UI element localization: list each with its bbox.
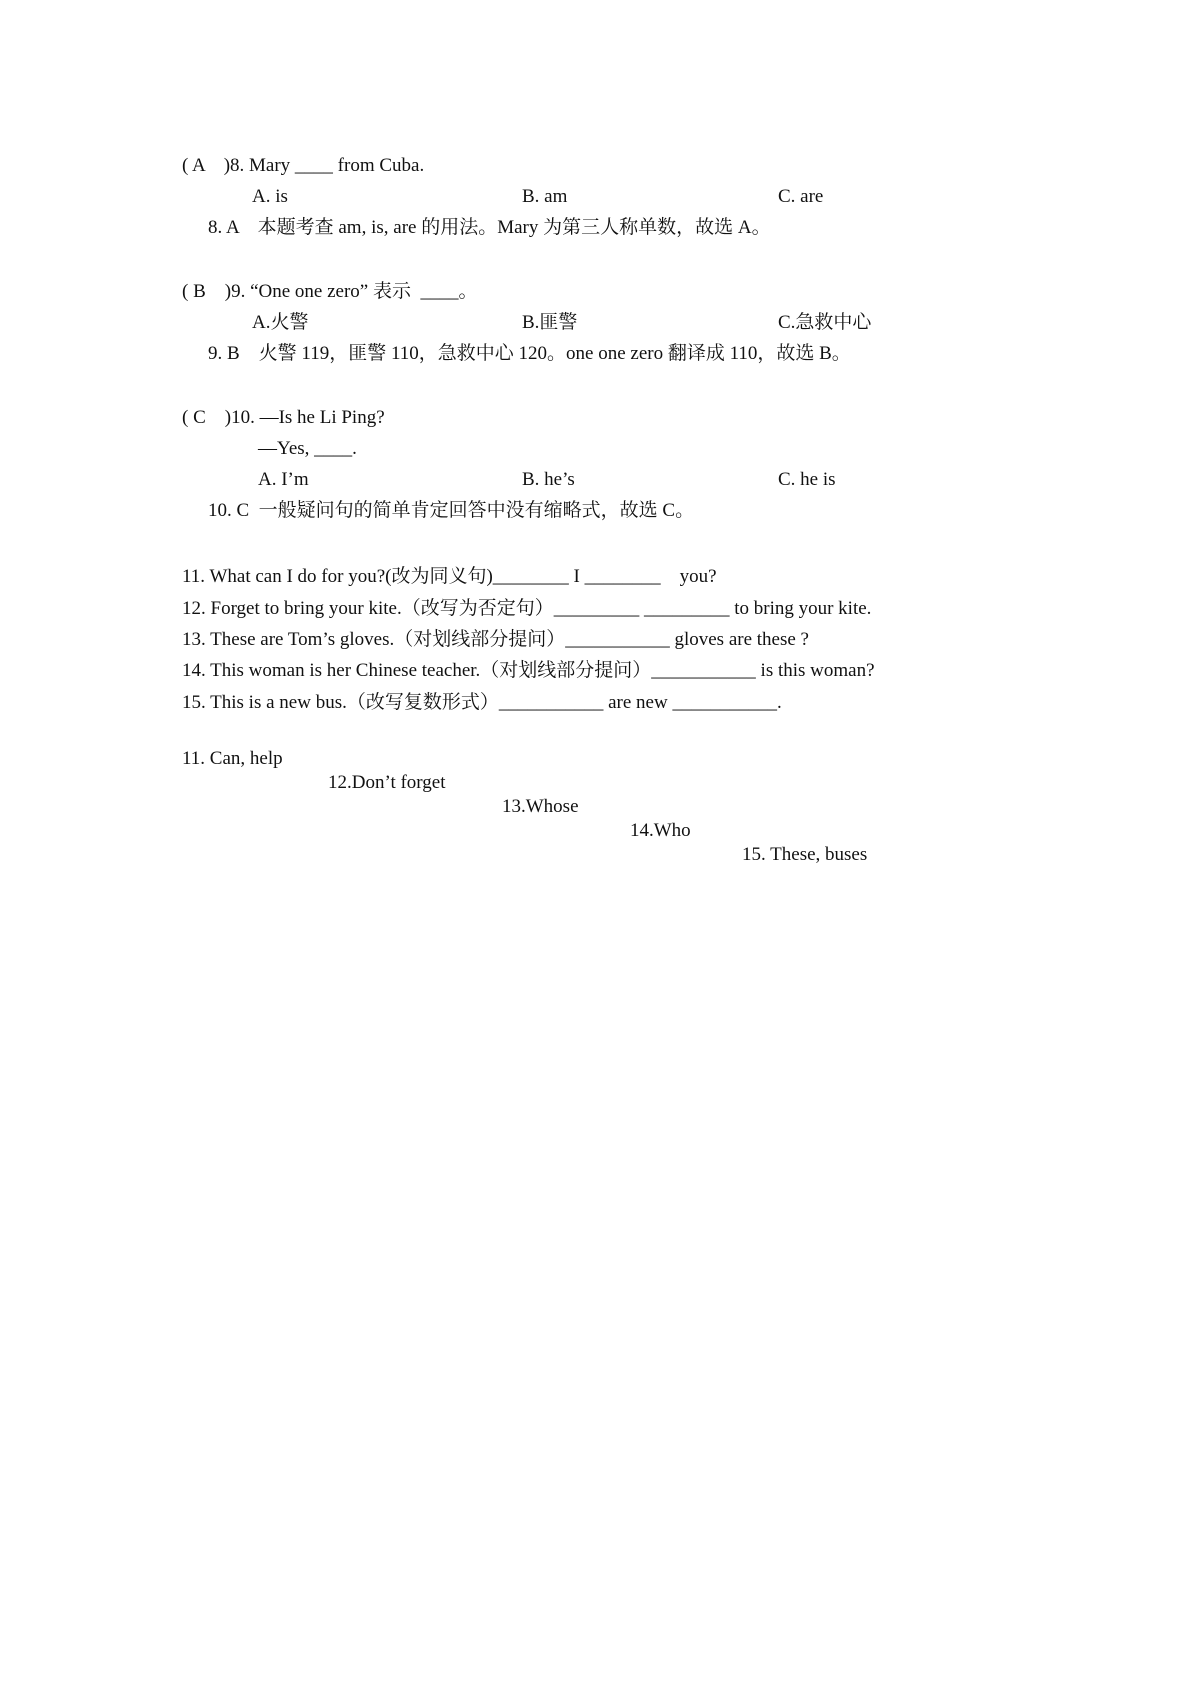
rewrite-question-11: 11. What can I do for you?(改为同义句)________ I ________ you? [182, 566, 717, 587]
q9-explanation: 9. B 火警 119，匪警 110，急救中心 120。one one zero 翻译成 110，故选 B。 [208, 343, 851, 364]
answer-12: 12.Don’t forget [328, 772, 446, 793]
rewrite-question-13: 13. These are Tom’s gloves.（对划线部分提问）___________ gloves are these ? [182, 629, 809, 650]
q9-option-b: B.匪警 [522, 312, 578, 333]
q9-option-c: C.急救中心 [778, 312, 872, 333]
answer-11: 11. Can, help [182, 748, 283, 769]
answer-key [0, 723, 1200, 865]
rewrite-question-12: 12. Forget to bring your kite.（改写为否定句）_________ _________ to bring your kite. [182, 598, 872, 619]
q10-explanation: 10. C 一般疑问句的简单肯定回答中没有缩略式，故选 C。 [208, 500, 695, 521]
q10-option-c: C. he is [778, 469, 836, 490]
q10-option-b: B. he’s [522, 469, 575, 490]
question-9: ( B )9. “One one zero” 表示 ____。 [182, 281, 478, 302]
question-8: ( A )8. Mary ____ from Cuba. [182, 155, 425, 176]
answer-13: 13.Whose [502, 796, 579, 817]
question-10: ( C )10. —Is he Li Ping? [182, 407, 385, 428]
q10-option-a: A. I’m [258, 469, 309, 490]
q8-option-b: B. am [522, 186, 568, 207]
answer-14: 14.Who [630, 820, 691, 841]
rewrite-question-14: 14. This woman is her Chinese teacher.（对划线部分提问）___________ is this woman? [182, 660, 875, 681]
q9-option-a: A.火警 [252, 312, 309, 333]
q8-explanation: 8. A 本题考查 am, is, are 的用法。Mary 为第三人称单数，故选 A。 [208, 217, 771, 238]
q10-reply: —Yes, ____. [258, 438, 357, 459]
q8-option-c: C. are [778, 186, 824, 207]
answer-15: 15. These, buses [742, 844, 868, 865]
rewrite-question-15: 15. This is a new bus.（改写复数形式）___________ are new ___________. [182, 692, 782, 713]
q8-option-a: A. is [252, 186, 288, 207]
